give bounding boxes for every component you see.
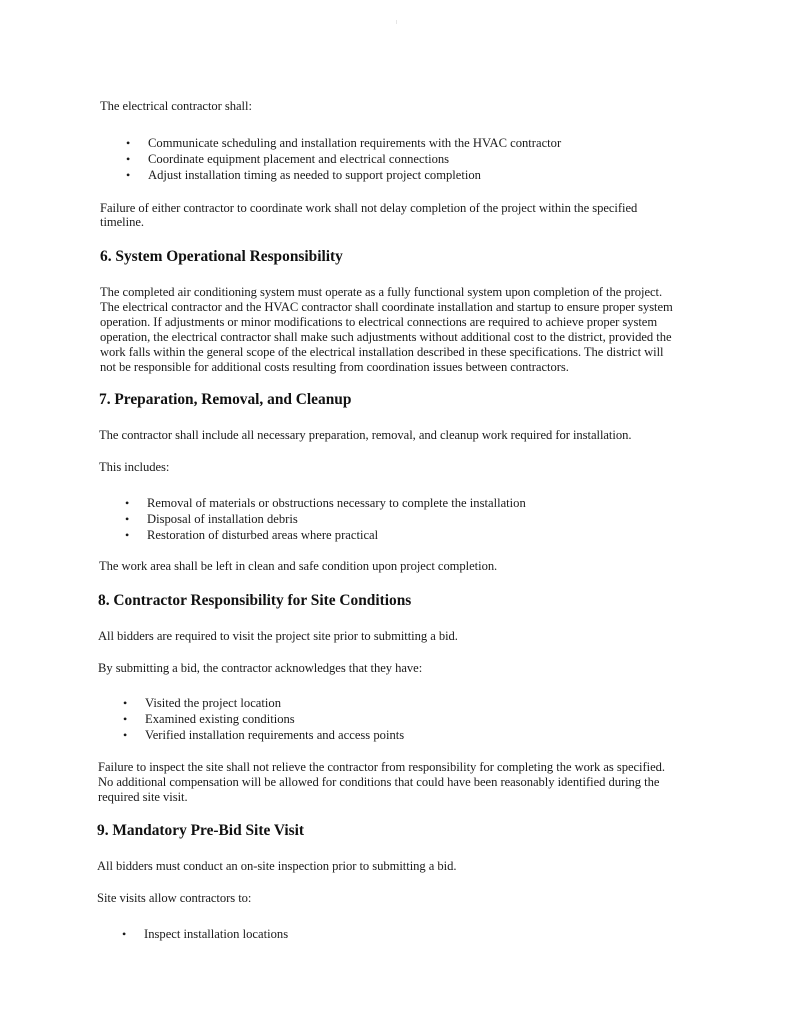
list-item-text: Inspect installation locations bbox=[144, 927, 289, 941]
scan-artifact bbox=[396, 20, 397, 24]
section-6-line: The completed air conditioning system must operate as a fully functional system upon completion of the project. bbox=[100, 285, 663, 299]
bullet-icon: • bbox=[125, 512, 130, 526]
bullet-icon: • bbox=[126, 168, 131, 182]
list-item-text: Removal of materials or obstructions necessary to complete the installation bbox=[147, 496, 526, 510]
intro-closing-line-2: timeline. bbox=[100, 215, 144, 229]
bullet-icon: • bbox=[123, 696, 128, 710]
section-6-line: operation. If adjustments or minor modifications to electrical connections are required to achieve proper system bbox=[100, 315, 658, 329]
section-7-heading: 7. Preparation, Removal, and Cleanup bbox=[99, 391, 352, 408]
list-item bbox=[126, 151, 561, 167]
intro-lead: The electrical contractor shall: bbox=[100, 99, 252, 113]
list-item bbox=[123, 695, 404, 711]
list-item-text: Coordinate equipment placement and electrical connections bbox=[148, 152, 450, 166]
bullet-icon: • bbox=[126, 136, 131, 150]
section-8-para-2: By submitting a bid, the contractor acknowledges that they have: bbox=[98, 661, 423, 675]
intro-bullet-list bbox=[126, 135, 562, 183]
section-7-para-2: This includes: bbox=[99, 460, 170, 474]
list-item bbox=[125, 511, 526, 527]
bullet-icon: • bbox=[122, 927, 127, 941]
bullet-icon: • bbox=[123, 712, 128, 726]
section-8-heading: 8. Contractor Responsibility for Site Conditions bbox=[98, 592, 412, 609]
section-6-line: operation, the electrical contractor shall make such adjustments without additional cost to the district, provided the bbox=[100, 330, 672, 344]
bullet-icon: • bbox=[123, 728, 128, 742]
bullet-icon: • bbox=[125, 496, 130, 510]
intro-closing-line-1: Failure of either contractor to coordinate work shall not delay completion of the project within the specified bbox=[100, 201, 638, 215]
list-item bbox=[122, 926, 289, 942]
list-item bbox=[126, 135, 562, 151]
section-7-closing: The work area shall be left in clean and safe condition upon project completion. bbox=[99, 559, 498, 573]
list-item-text: Visited the project location bbox=[145, 696, 281, 710]
section-8-closing-line: Failure to inspect the site shall not relieve the contractor from responsibility for completing the work as specified. bbox=[98, 760, 665, 774]
section-7-bullet-list bbox=[125, 495, 526, 543]
list-item bbox=[126, 167, 561, 183]
section-9-heading: 9. Mandatory Pre-Bid Site Visit bbox=[97, 822, 305, 839]
list-item bbox=[123, 711, 404, 727]
list-item-text: Disposal of installation debris bbox=[147, 512, 298, 526]
section-6-line: work falls within the general scope of the electrical installation described in these specifications. The district will bbox=[100, 345, 664, 359]
section-8-bullet-list bbox=[123, 695, 405, 743]
list-item-text: Communicate scheduling and installation requirements with the HVAC contractor bbox=[148, 136, 562, 150]
section-7-para-1: The contractor shall include all necessary preparation, removal, and cleanup work required for installation. bbox=[99, 428, 632, 442]
bullet-icon: • bbox=[126, 152, 131, 166]
section-9-para-1: All bidders must conduct an on-site inspection prior to submitting a bid. bbox=[97, 859, 457, 873]
list-item-text: Verified installation requirements and access points bbox=[145, 728, 405, 742]
bullet-icon: • bbox=[125, 528, 130, 542]
section-8-para-1: All bidders are required to visit the project site prior to submitting a bid. bbox=[98, 629, 458, 643]
list-item-text: Adjust installation timing as needed to support project completion bbox=[148, 168, 481, 182]
list-item bbox=[125, 527, 526, 543]
list-item-text: Restoration of disturbed areas where practical bbox=[147, 528, 379, 542]
list-item bbox=[123, 727, 405, 743]
section-8-closing-line: No additional compensation will be allowed for conditions that could have been reasonably identified during the bbox=[98, 775, 660, 789]
section-8-closing-line: required site visit. bbox=[98, 790, 188, 804]
section-6-heading: 6. System Operational Responsibility bbox=[100, 248, 343, 265]
list-item bbox=[125, 495, 526, 511]
section-6-line: The electrical contractor and the HVAC contractor shall coordinate installation and startup to ensure proper system bbox=[100, 300, 673, 314]
section-6-line: not be responsible for additional costs resulting from coordination issues between contractors. bbox=[100, 360, 569, 374]
section-9-para-2: Site visits allow contractors to: bbox=[97, 891, 252, 905]
list-item-text: Examined existing conditions bbox=[145, 712, 295, 726]
section-9-bullet-list bbox=[122, 926, 289, 942]
